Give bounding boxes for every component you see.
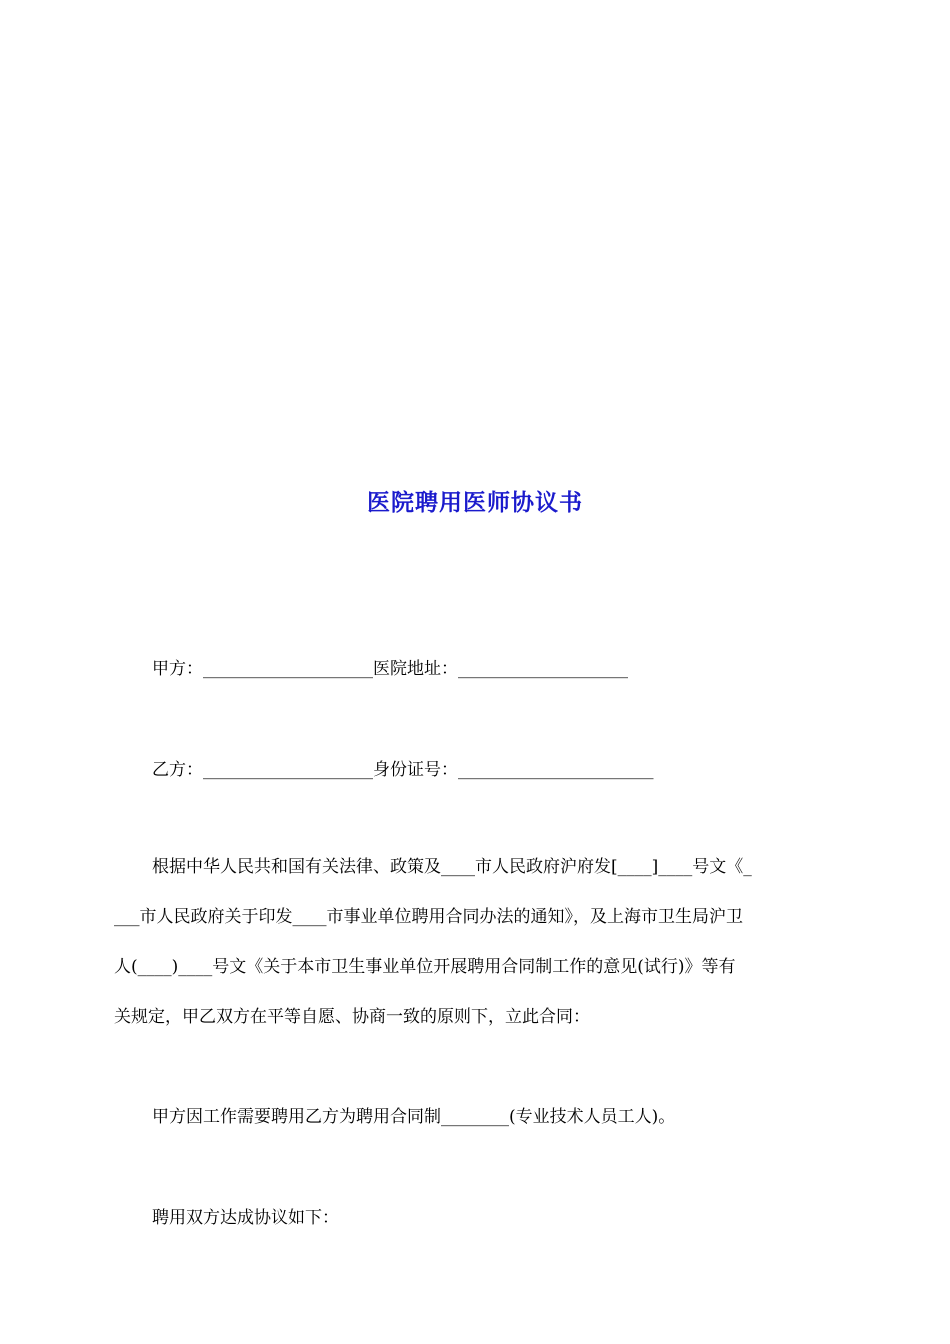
basis-row: 人(____)____号文《关于本市卫生事业单位开展聘用合同制工作的意见(试行)》等有: [114, 957, 736, 977]
basis-row: ___市人民政府关于印发____市事业单位聘用合同办法的通知》，及上海市卫生局沪卫: [114, 907, 743, 927]
agreement-line: 聘用双方达成协议如下：: [152, 1208, 339, 1228]
document-title: 医院聘用医师协议书: [367, 489, 583, 516]
hire-line: 甲方因工作需要聘用乙方为聘用合同制________(专业技术人员工人)。: [152, 1107, 676, 1127]
basis-row: 关规定，甲乙双方在平等自愿、协商一致的原则下，立此合同：: [114, 1007, 590, 1027]
basis-row: 根据中华人民共和国有关法律、政策及____市人民政府沪府发[____]____号文《_: [152, 857, 752, 877]
party-a-line: 甲方：____________________医院地址：____________________: [152, 659, 628, 679]
party-b-line: 乙方：____________________身份证号：_______________________: [152, 760, 654, 780]
